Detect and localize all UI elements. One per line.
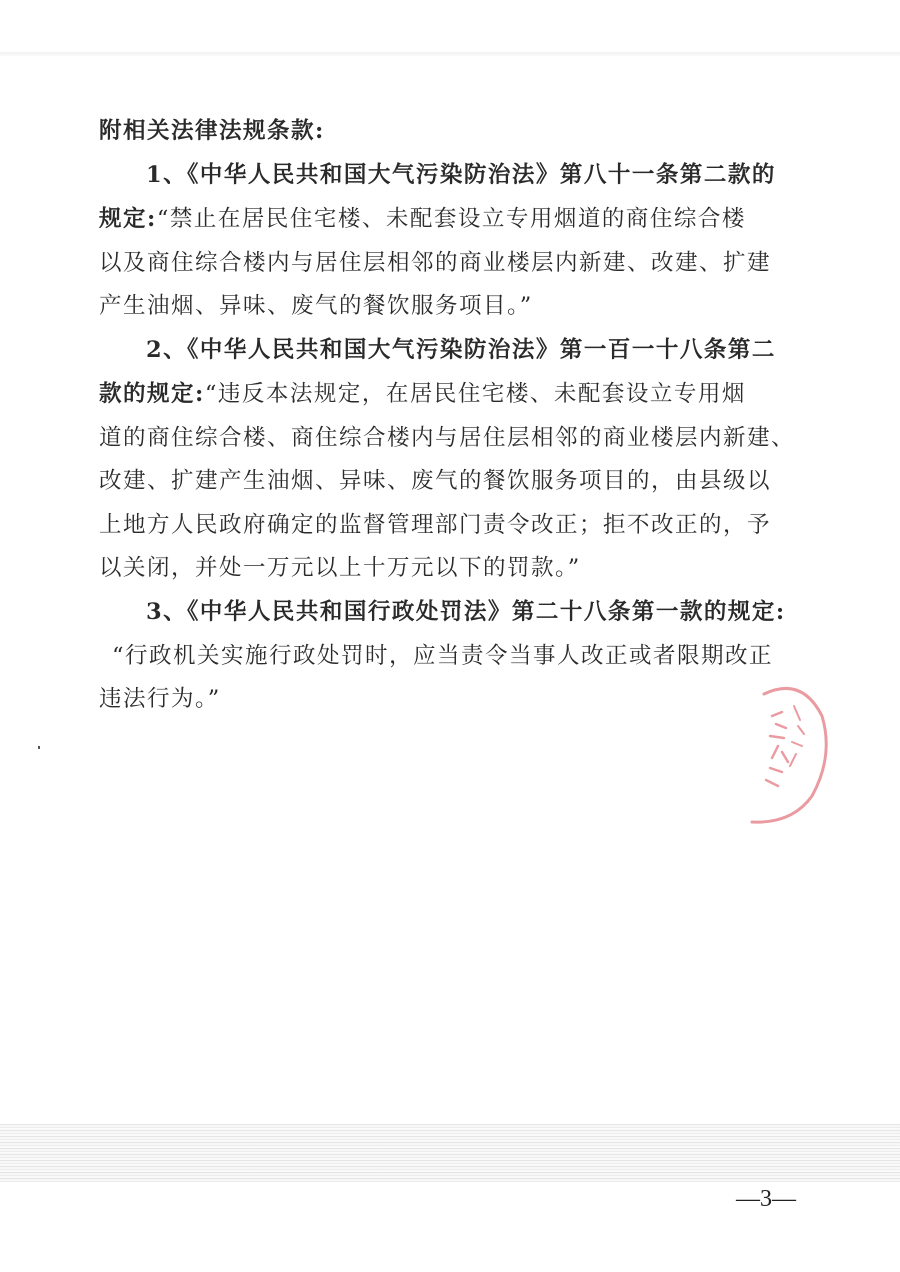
seal-icon xyxy=(742,676,832,826)
scan-speck xyxy=(38,746,40,749)
clause-1-line-2: 规定:“禁止在居民住宅楼、未配套设立专用烟道的商住综合楼 xyxy=(99,206,746,232)
scan-footer-band xyxy=(0,1124,900,1182)
clause-3-line-1: 3、《中华人民共和国行政处罚法》第二十八条第一款的规定: xyxy=(146,599,786,625)
clause-1-line-1: 1、《中华人民共和国大气污染防治法》第八十一条第二款的 xyxy=(146,162,776,188)
clause-2-line-6: 以关闭，并处一万元以上十万元以下的罚款。” xyxy=(99,555,581,581)
scan-edge xyxy=(0,52,900,56)
attached-provisions-heading: 附相关法律法规条款: xyxy=(99,118,325,144)
clause-2-line-4: 改建、扩建产生油烟、异味、废气的餐饮服务项目的，由县级以 xyxy=(99,468,772,494)
clause-3-line-2: “行政机关实施行政处罚时，应当责令当事人改正或者限期改正 xyxy=(112,643,774,669)
clause-3-line-3: 违法行为。” xyxy=(99,686,221,712)
clause-2-line-1: 2、《中华人民共和国大气污染防治法》第一百一十八条第二 xyxy=(146,337,776,363)
clause-1-line-3: 以及商住综合楼内与居住层相邻的商业楼层内新建、改建、扩建 xyxy=(99,250,772,276)
clause-2-line-3: 道的商住综合楼、商住综合楼内与居住层相邻的商业楼层内新建、 xyxy=(99,425,796,451)
page-number: —3— xyxy=(736,1186,796,1212)
clause-2-line-2: 款的规定:“违反本法规定，在居民住宅楼、未配套设立专用烟 xyxy=(99,381,746,407)
clause-1-line-4: 产生油烟、异味、废气的餐饮服务项目。” xyxy=(99,293,533,319)
clause-2-line-5: 上地方人民政府确定的监督管理部门责令改正；拒不改正的，予 xyxy=(99,512,772,538)
official-seal-stamp xyxy=(742,676,832,826)
